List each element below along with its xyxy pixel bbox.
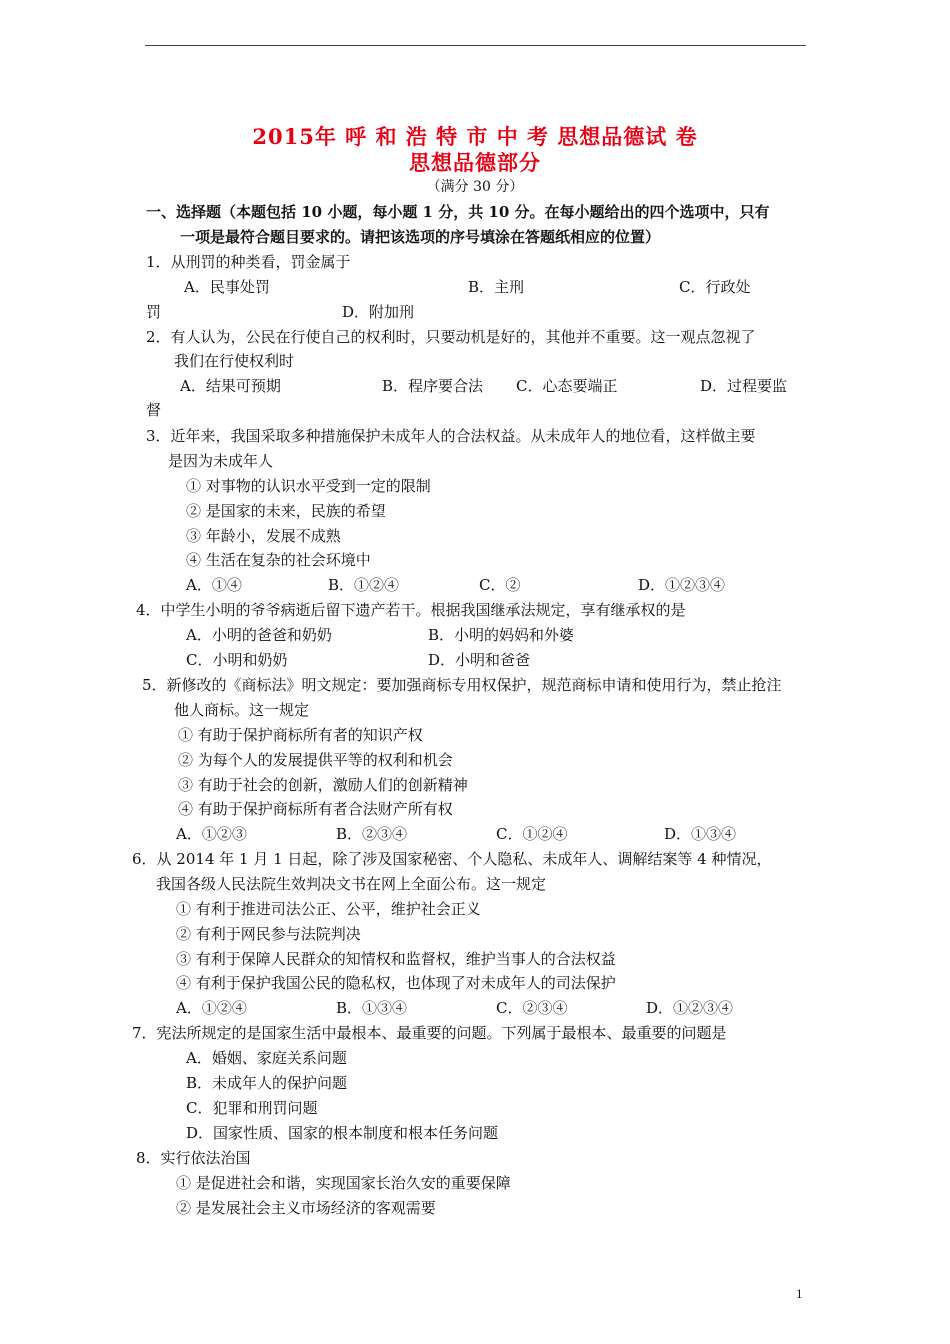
- question-4-option-a: A．小明的爸爸和奶奶: [186, 626, 332, 644]
- question-5-statement-1: ① 有助于保护商标所有者的知识产权: [178, 726, 423, 744]
- question-6-option-a: A．①②④: [176, 999, 247, 1017]
- question-1-option-c-wrap: 罚: [146, 303, 162, 321]
- question-2-option-d: D．过程要监: [700, 377, 788, 395]
- exam-title: 2015年 呼 和 浩 特 市 中 考 思想品德试 卷: [252, 124, 698, 149]
- exam-subtitle: 思想品德部分: [409, 150, 541, 175]
- question-3-stem-line-2: 是因为未成年人: [168, 452, 274, 470]
- header-rule: [145, 45, 806, 46]
- question-4-option-b: B．小明的妈妈和外婆: [428, 626, 575, 644]
- question-4-stem: 4．中学生小明的爷爷病逝后留下遗产若干。根据我国继承法规定，享有继承权的是: [136, 601, 686, 619]
- question-6-stem-line-1: 6．从 2014 年 1 月 1 日起，除了涉及国家秘密、个人隐私、未成年人、调解结案等 4 种情况，: [132, 850, 772, 868]
- question-6-option-d: D．①②③④: [646, 999, 734, 1017]
- question-6-statement-3: ③ 有利于保障人民群众的知情权和监督权，维护当事人的合法权益: [176, 950, 616, 968]
- question-3-option-c: C．②: [479, 576, 521, 594]
- question-1-stem: 1．从刑罚的种类看，罚金属于: [146, 253, 351, 271]
- question-2-stem-line-1: 2．有人认为，公民在行使自己的权利时，只要动机是好的，其他并不重要。这一观点忽视了: [146, 328, 756, 346]
- question-3-statement-4: ④ 生活在复杂的社会环境中: [186, 551, 371, 569]
- question-1-option-b: B．主刑: [468, 278, 525, 296]
- question-8-statement-2: ② 是发展社会主义市场经济的客观需要: [176, 1199, 436, 1217]
- section-heading-line-2: 一项是最符合题目要求的。请把该选项的序号填涂在答题纸相应的位置）: [180, 228, 661, 246]
- question-2-option-c: C．心态要端正: [516, 377, 618, 395]
- question-6-statement-2: ② 有利于网民参与法院判决: [176, 925, 361, 943]
- question-2-option-d-wrap: 督: [146, 401, 162, 419]
- score-note: （满分 30 分）: [426, 179, 524, 195]
- question-3-statement-2: ② 是国家的未来，民族的希望: [186, 502, 386, 520]
- question-5-option-b: B．②③④: [336, 825, 408, 843]
- question-5-option-c: C．①②④: [496, 825, 568, 843]
- question-6-option-c: C．②③④: [496, 999, 568, 1017]
- question-5-statement-4: ④ 有助于保护商标所有者合法财产所有权: [178, 800, 453, 818]
- question-5-statement-3: ③ 有助于社会的创新，激励人们的创新精神: [178, 776, 468, 794]
- page-number: 1: [796, 1286, 803, 1301]
- question-2-stem-line-2: 我们在行使权利时: [174, 352, 295, 370]
- question-3-stem-line-1: 3．近年来，我国采取多种措施保护未成年人的合法权益。从未成年人的地位看，这样做主要: [146, 427, 756, 445]
- question-4-option-c: C．小明和奶奶: [186, 651, 288, 669]
- question-3-statement-1: ① 对事物的认识水平受到一定的限制: [186, 477, 431, 495]
- question-8-stem: 8．实行依法治国: [136, 1149, 251, 1167]
- question-2-option-a: A．结果可预期: [180, 377, 281, 395]
- question-3-option-d: D．①②③④: [638, 576, 726, 594]
- section-heading-line-1: 一、选择题（本题包括 10 小题，每小题 1 分，共 10 分。在每小题给出的四个选项中，只有: [146, 203, 770, 221]
- question-6-option-b: B．①③④: [336, 999, 408, 1017]
- question-6-statement-4: ④ 有利于保护我国公民的隐私权，也体现了对未成年人的司法保护: [176, 974, 616, 992]
- question-3-statement-3: ③ 年龄小，发展不成熟: [186, 527, 341, 545]
- question-2-option-b: B．程序要合法: [382, 377, 484, 395]
- question-1-option-a: A．民事处罚: [184, 278, 270, 296]
- question-1-option-c: C．行政处: [679, 278, 751, 296]
- question-7-option-a: A．婚姻、家庭关系问题: [186, 1049, 347, 1067]
- question-5-stem-line-1: 5．新修改的《商标法》明文规定：要加强商标专用权保护，规范商标申请和使用行为，禁止抢注: [142, 676, 782, 694]
- question-7-option-d: D．国家性质、国家的根本制度和根本任务问题: [186, 1124, 499, 1142]
- question-1-option-d: D．附加刑: [342, 303, 415, 321]
- question-7-stem: 7．宪法所规定的是国家生活中最根本、最重要的问题。下列属于最根本、最重要的问题是: [132, 1024, 727, 1042]
- question-6-stem-line-2: 我国各级人民法院生效判决文书在网上全面公布。这一规定: [156, 875, 547, 893]
- question-5-option-d: D．①③④: [664, 825, 737, 843]
- question-7-option-c: C．犯罪和刑罚问题: [186, 1099, 318, 1117]
- question-8-statement-1: ① 是促进社会和谐，实现国家长治久安的重要保障: [176, 1174, 511, 1192]
- question-3-option-a: A．①④: [186, 576, 242, 594]
- question-5-statement-2: ② 为每个人的发展提供平等的权利和机会: [178, 751, 453, 769]
- question-5-option-a: A．①②③: [176, 825, 247, 843]
- question-4-option-d: D．小明和爸爸: [428, 651, 531, 669]
- question-7-option-b: B．未成年人的保护问题: [186, 1074, 348, 1092]
- question-3-option-b: B．①②④: [328, 576, 400, 594]
- question-5-stem-line-2: 他人商标。这一规定: [174, 701, 310, 719]
- question-6-statement-1: ① 有利于推进司法公正、公平，维护社会正义: [176, 900, 481, 918]
